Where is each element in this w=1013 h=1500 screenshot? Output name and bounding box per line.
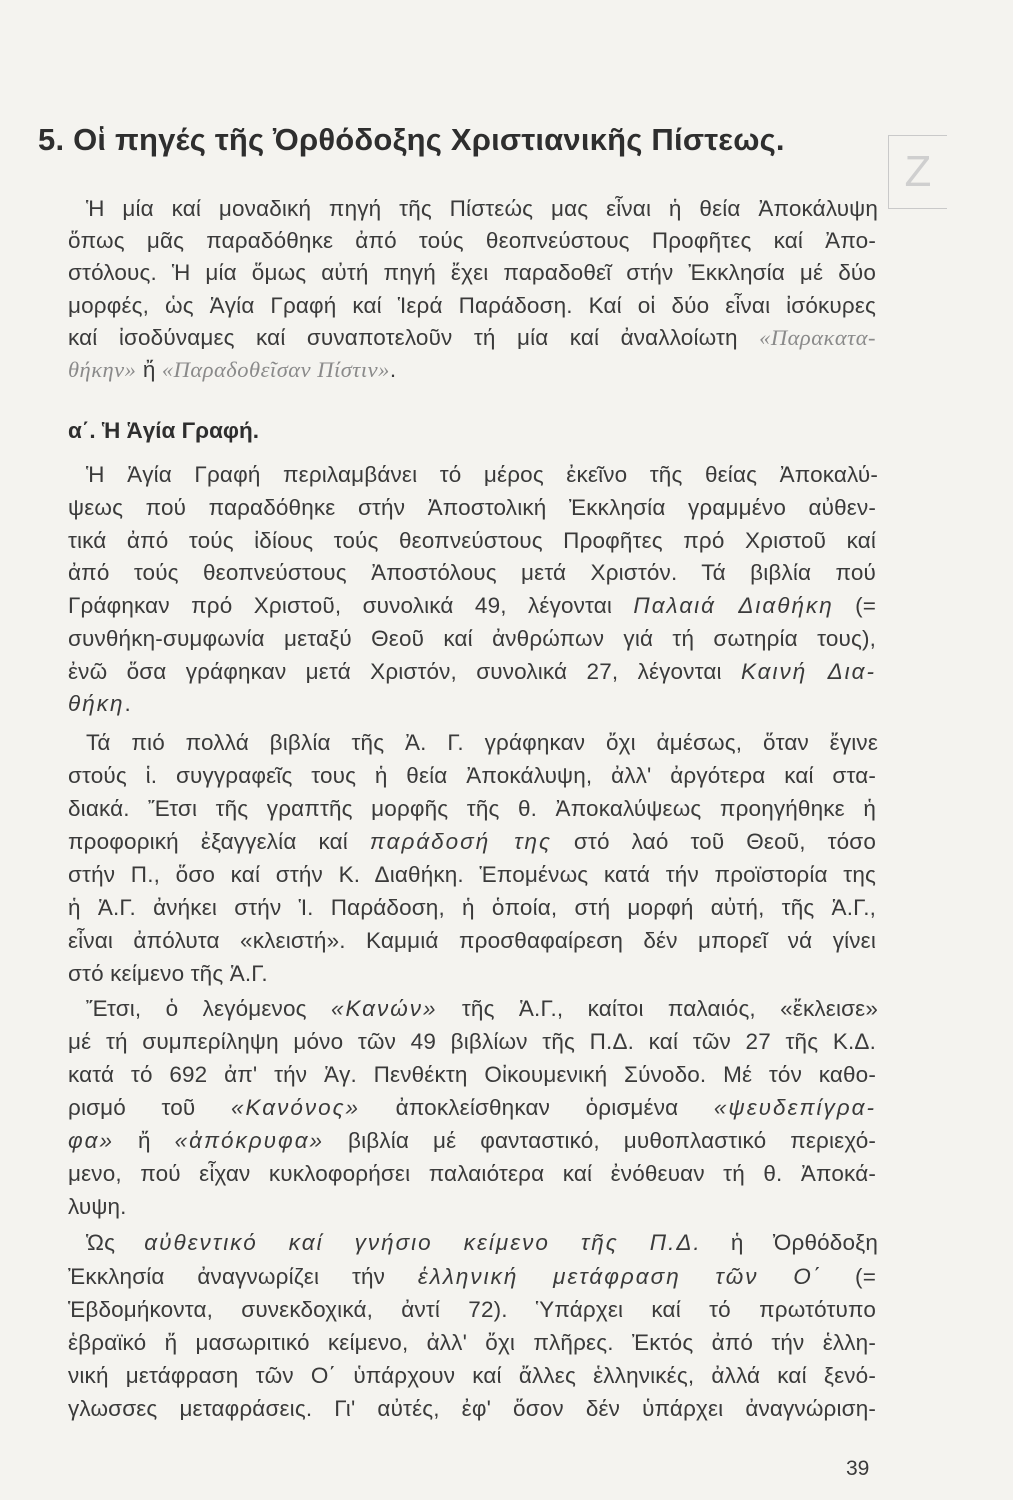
text-line: διακά. Ἔτσι τῆς γραπτῆς μορφῆς τῆς θ. Ἀποκαλύψεως προηγήθηκε ἡ <box>68 796 876 821</box>
text-line: Γράφηκαν πρό Χριστοῦ, συνολικά 49, λέγονται Παλαιά Διαθήκη (= <box>68 593 877 618</box>
emphasis-text: φα» <box>68 1128 115 1153</box>
emphasis-text: «Κανών» <box>330 996 438 1021</box>
subsection-heading: α΄. Ἡ Ἁγία Γραφή. <box>68 418 259 443</box>
emphasis-text: «Παραδοθεῖσαν Πίστιν» <box>161 357 390 382</box>
emphasis-text: ἑλληνική μετάφραση τῶν Ο΄ <box>417 1264 823 1289</box>
page-number: 39 <box>846 1457 870 1480</box>
section-heading: 5. Οἱ πηγές τῆς Ὀρθόδοξης Χριστιανικῆς Πίστεως. <box>38 122 785 157</box>
emphasis-text: Παλαιά Διαθήκη <box>633 593 834 618</box>
text-line: λυψη. <box>68 1194 127 1219</box>
text-line: Τά πιό πολλά βιβλία τῆς Ἀ. Γ. γράφηκαν ὄχι ἀμέσως, ὅταν ἔγινε <box>86 730 878 755</box>
text-line: γλωσσες μεταφράσεις. Γι' αὐτές, ἐφ' ὅσον δέν ὑπάρχει ἀναγνώριση- <box>68 1396 876 1421</box>
emphasis-text: «Παρακατα- <box>759 325 876 350</box>
emphasis-text: «Κανόνος» <box>230 1095 361 1120</box>
text-line: ρισμό τοῦ «Κανόνος» ἀποκλείσθηκαν ὁρισμένα «ψευδεπίγρα- <box>68 1095 876 1120</box>
text-line: στούς ἱ. συγγραφεῖς τους ἡ θεία Ἀποκάλυψη, ἀλλ' ἀργότερα καί στα- <box>68 763 876 788</box>
text-line: Ἡ μία καί μοναδική πηγή τῆς Πίστεώς μας εἶναι ἡ θεία Ἀποκάλυψη <box>86 196 878 221</box>
text-line: Ὡς αὐθεντικό καί γνήσιο κείμενο τῆς Π.Δ. ἡ Ὀρθόδοξη <box>86 1230 879 1255</box>
text-line: μορφές, ὡς Ἁγία Γραφή καί Ἱερά Παράδοση. Καί οἱ δύο εἶναι ἰσόκυρες <box>68 293 876 318</box>
emphasis-text: θήκη <box>68 691 125 716</box>
text-line: εἶναι ἀπόλυτα «κλειστή». Καμμιά προσθαφαίρεση δέν μπορεῖ νά γίνει <box>68 928 876 953</box>
text-line: θήκην» ἤ «Παραδοθεῖσαν Πίστιν». <box>68 357 397 382</box>
text-line: προφορική ἐξαγγελία καί παράδοσή της στό λαό τοῦ Θεοῦ, τόσο <box>68 829 877 854</box>
text-line: κατά τό 692 ἀπ' τήν Ἁγ. Πενθέκτη Οἰκουμενική Σύνοδο. Μέ τόν καθο- <box>68 1062 876 1087</box>
chapter-tab: Z <box>888 135 947 209</box>
text-line: τικά ἀπό τούς ἰδίους τούς θεοπνεύστους Προφῆτες πρό Χριστοῦ καί <box>68 528 876 553</box>
text-line: θήκη. <box>68 691 131 716</box>
text-line: στόλους. Ἡ μία ὅμως αὐτή πηγή ἔχει παραδοθεῖ στήν Ἐκκλησία μέ δύο <box>68 260 876 285</box>
text-line: φα» ἤ «ἀπόκρυφα» βιβλία μέ φανταστικό, μυθοπλαστικό περιεχό- <box>68 1128 876 1153</box>
text-line: μενο, πού εἶχαν κυκλοφορήσει παλαιότερα καί ἐνόθευαν τή θ. Ἀποκά- <box>68 1161 876 1186</box>
text-line: ὅπως μᾶς παραδόθηκε ἀπό τούς θεοπνεύστους Προφῆτες καί Ἀπο- <box>68 228 876 253</box>
text-line: καί ἰσοδύναμες καί συναποτελοῦν τή μία καί ἀναλλοίωτη «Παρακατα- <box>68 325 876 350</box>
text-line: ἀπό τούς θεοπνεύστους Ἀποστόλους μετά Χριστόν. Τά βιβλία πού <box>68 560 876 585</box>
text-line: Ἐκκλησία ἀναγνωρίζει τήν ἑλληνική μετάφραση τῶν Ο΄ (= <box>68 1264 876 1289</box>
text-line: Ἔτσι, ὁ λεγόμενος «Κανών» τῆς Ἁ.Γ., καίτοι παλαιός, «ἔκλεισε» <box>86 996 879 1021</box>
text-line: ἐνῶ ὅσα γράφηκαν μετά Χριστόν, συνολικά 27, λέγονται Καινή Δια- <box>68 659 877 684</box>
emphasis-text: παράδοσή της <box>369 829 552 854</box>
emphasis-text: θήκην» <box>68 357 137 382</box>
text-line: νική μετάφραση τῶν Ο΄ ὑπάρχουν καί ἄλλες ἑλληνικές, ἀλλά καί ξενό- <box>68 1363 876 1388</box>
emphasis-text: Καινή Δια- <box>740 659 877 684</box>
text-line: Ἡ Ἁγία Γραφή περιλαμβάνει τό μέρος ἐκεῖνο τῆς θείας Ἀποκαλύ- <box>86 462 878 487</box>
text-line: στήν Π., ὅσο καί στήν Κ. Διαθήκη. Ἑπομένως κατά τήν προϊστορία της <box>68 862 876 887</box>
text-line: ἑβραϊκό ἤ μασωριτικό κείμενο, ἀλλ' ὄχι πλῆρες. Ἐκτός ἀπό τήν ἑλλη- <box>68 1330 876 1355</box>
emphasis-text: αὐθεντικό καί γνήσιο κείμενο τῆς Π.Δ. <box>144 1230 702 1255</box>
text-line: ψεως πού παραδόθηκε στήν Ἀποστολική Ἐκκλησία γραμμένο αὐθεν- <box>68 495 876 520</box>
emphasis-text: «ἀπόκρυφα» <box>174 1128 325 1153</box>
text-line: στό κείμενο τῆς Ἁ.Γ. <box>68 961 268 986</box>
text-line: ἡ Ἁ.Γ. ἀνήκει στήν Ἱ. Παράδοση, ἡ ὁποία, στή μορφή αὐτή, τῆς Ἁ.Γ., <box>68 895 876 920</box>
text-line: μέ τή συμπερίληψη μόνο τῶν 49 βιβλίων τῆς Π.Δ. καί τῶν 27 τῆς Κ.Δ. <box>68 1029 876 1054</box>
text-line: Ἑβδομήκοντα, συνεκδοχικά, ἀντί 72). Ὑπάρχει καί τό πρωτότυπο <box>68 1297 876 1322</box>
text-line: συνθήκη-συμφωνία μεταξύ Θεοῦ καί ἀνθρώπων γιά τή σωτηρία τους), <box>68 626 876 651</box>
emphasis-text: «ψευδεπίγρα- <box>713 1095 876 1120</box>
